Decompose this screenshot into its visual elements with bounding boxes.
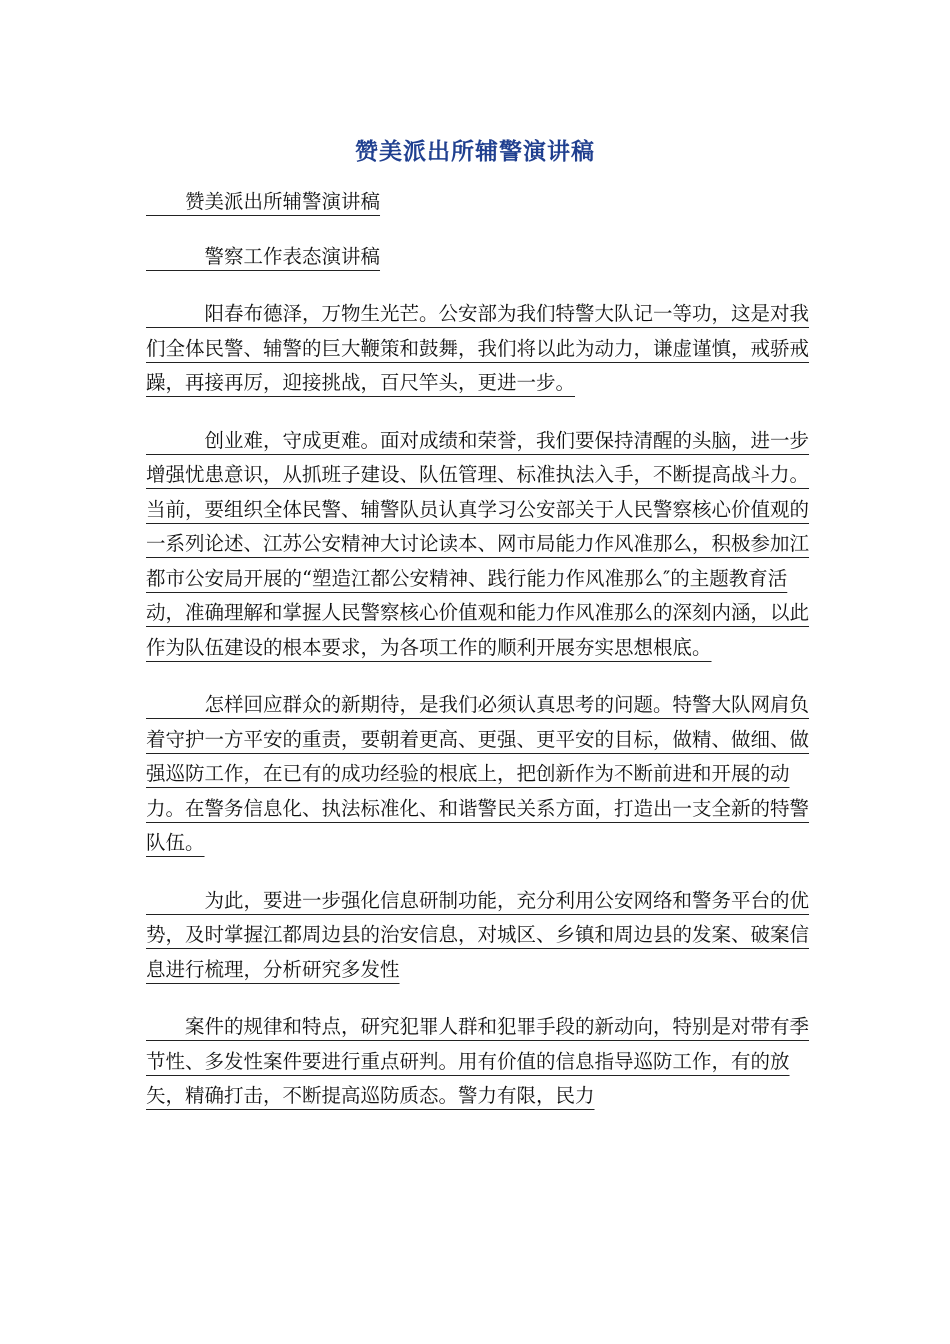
body-paragraph-1: 阳春布德泽，万物生光芒。公安部为我们特警大队记一等功，这是对我们全体民警、辅警的巨大鞭策和鼓舞，我们将以此为动力，谦虚谨慎，戒骄戒躁，再接再厉，迎接挑战，百尺竿头，更进一步。	[146, 302, 810, 394]
document-body	[146, 185, 826, 1114]
document-title: 赞美派出所辅警演讲稿	[355, 139, 595, 165]
body-paragraph-5: 案件的规律和特点，研究犯罪人群和犯罪手段的新动向，特别是对带有季节性、多发性案件要进行重点研判。用有价值的信息指导巡防工作，有的放矢，精确打击，不断提高巡防质态。警力有限，民力	[146, 1015, 810, 1107]
subtitle-paragraph: 赞美派出所辅警演讲稿	[146, 190, 381, 213]
section-heading-paragraph: 警察工作表态演讲稿	[146, 244, 381, 268]
body-paragraph-4: 为此，要进一步强化信息研制功能，充分利用公安网络和警务平台的优势，及时掌握江都周边县的治安信息，对城区、乡镇和周边县的发案、破案信息进行梳理，分析研究多发性	[146, 888, 810, 981]
body-paragraph-2: 创业难，守成更难。面对成绩和荣誉，我们要保持清醒的头脑，进一步增强忧患意识，从抓班子建设、队伍管理、标准执法入手，不断提高战斗力。当前，要组织全体民警、辅警队员认真学习公安部关于人民警察核心价值观的一系列论述、江苏公安精神大讨论读本、网市局能力作风准那么，积极参加江都市公安局开展的“塑造江都公安精神、践行能力作风准那么″的主题教育活动，准确理解和掌握人民警察核心价值观和能力作风准那么的深刻内涵，以此作为队伍建设的根本要求，为各项工作的顺利开展夯实思想根底。	[146, 428, 810, 659]
body-paragraph-3: 怎样回应群众的新期待，是我们必须认真思考的问题。特警大队网肩负着守护一方平安的重责，要朝着更高、更强、更平安的目标，做精、做细、做强巡防工作，在已有的成功经验的根底上，把创新作为不断前进和开展的动力。在警务信息化、执法标准化、和谐警民关系方面，打造出一支全新的特警队伍。	[146, 693, 810, 854]
